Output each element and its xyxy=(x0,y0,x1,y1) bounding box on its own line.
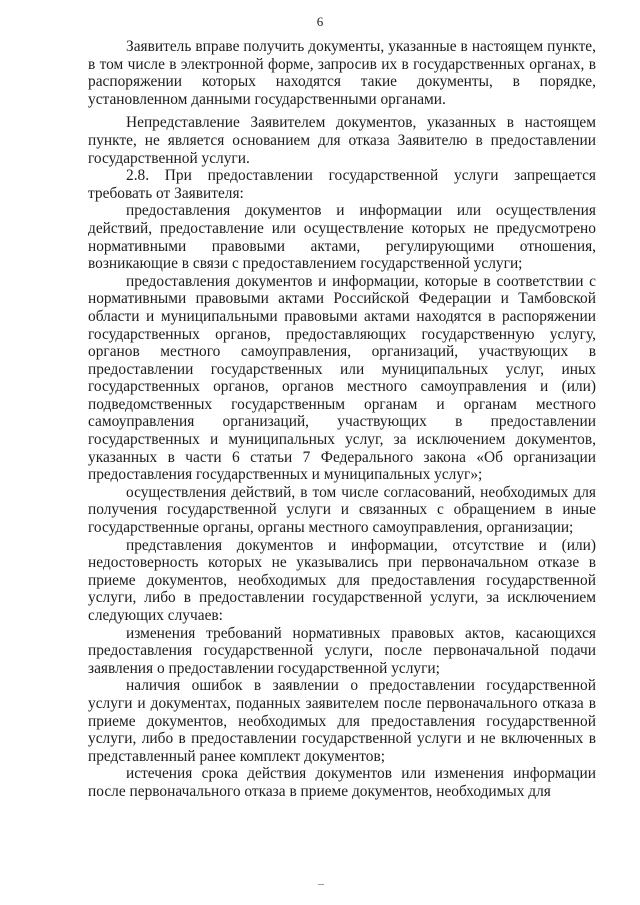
paragraph-non-submission: Непредставление Заявителем документов, указанных в настоящем пункте, не является основанием для отказа Заявителю в предоставлении государственной услуги. xyxy=(88,114,596,167)
scan-mark xyxy=(318,884,324,885)
paragraph-applicant-right: Заявитель вправе получить документы, указанные в настоящем пункте, в том числе в электронной форме, запросив их в государственных органах, в распоряжении которых находятся такие документы, в порядке, установленном данными государственными органами. xyxy=(88,38,596,108)
page-number: 6 xyxy=(316,14,324,29)
paragraph-section-2-8: 2.8. При предоставлении государственной услуги запрещается требовать от Заявителя: xyxy=(88,167,596,202)
paragraph-exception-1: изменения требований нормативных правовых актов, касающихся предоставления государственной услуги, после первоначальной подачи заявления о предоставлении государственной услуги; xyxy=(88,624,596,677)
paragraph-prohibition-4: представления документов и информации, отсутствие и (или) недостоверность которых не указывались при первоначальном отказе в приеме документов, необходимых для предоставления государственной услуги, либо в предоставлении государственной услуги, за исключением следующих случаев: xyxy=(88,536,596,624)
paragraph-prohibition-3: осуществления действий, в том числе согласований, необходимых для получения государственной услуги и связанных с обращением в иные государственные органы, органы местного самоуправления, организации; xyxy=(88,483,596,537)
paragraph-exception-2: наличия ошибок в заявлении о предоставлении государственной услуги и документах, поданных заявителем после первоначального отказа в приеме документов, необходимых для предоставления государственной услуги, либо в предоставлении государственной услуги и не включенных в представленный ранее комплект документов; xyxy=(88,677,596,765)
paragraph-prohibition-1: предоставления документов и информации или осуществления действий, предоставление или осуществление которых не предусмотрено нормативными правовыми актами, регулирующими отношения, возникающие в связи с предоставлением государственной услуги; xyxy=(88,202,596,273)
paragraph-exception-3: истечения срока действия документов или изменения информации после первоначального отказа в приеме документов, необходимых для xyxy=(88,765,596,800)
document-body xyxy=(88,38,596,801)
paragraph-prohibition-2: предоставления документов и информации, которые в соответствии с нормативными правовыми актами Российской Федерации и Тамбовской области и муниципальными правовыми актами находятся в распоряжении государственных органов, предоставляющих государственную услугу, органов местного самоуправления, организаций, участвующих в предоставлении государственных или муниципальных услуг, иных государственных органов, органов местного самоуправления и (или) подведомственных государственным органам и органам местного самоуправления организаций, участвующих в предоставлении государственных и муниципальных услуг, за исключением документов, указанных в части 6 статьи 7 Федерального закона «Об организации предоставления государственных и муниципальных услуг»; xyxy=(88,272,596,484)
